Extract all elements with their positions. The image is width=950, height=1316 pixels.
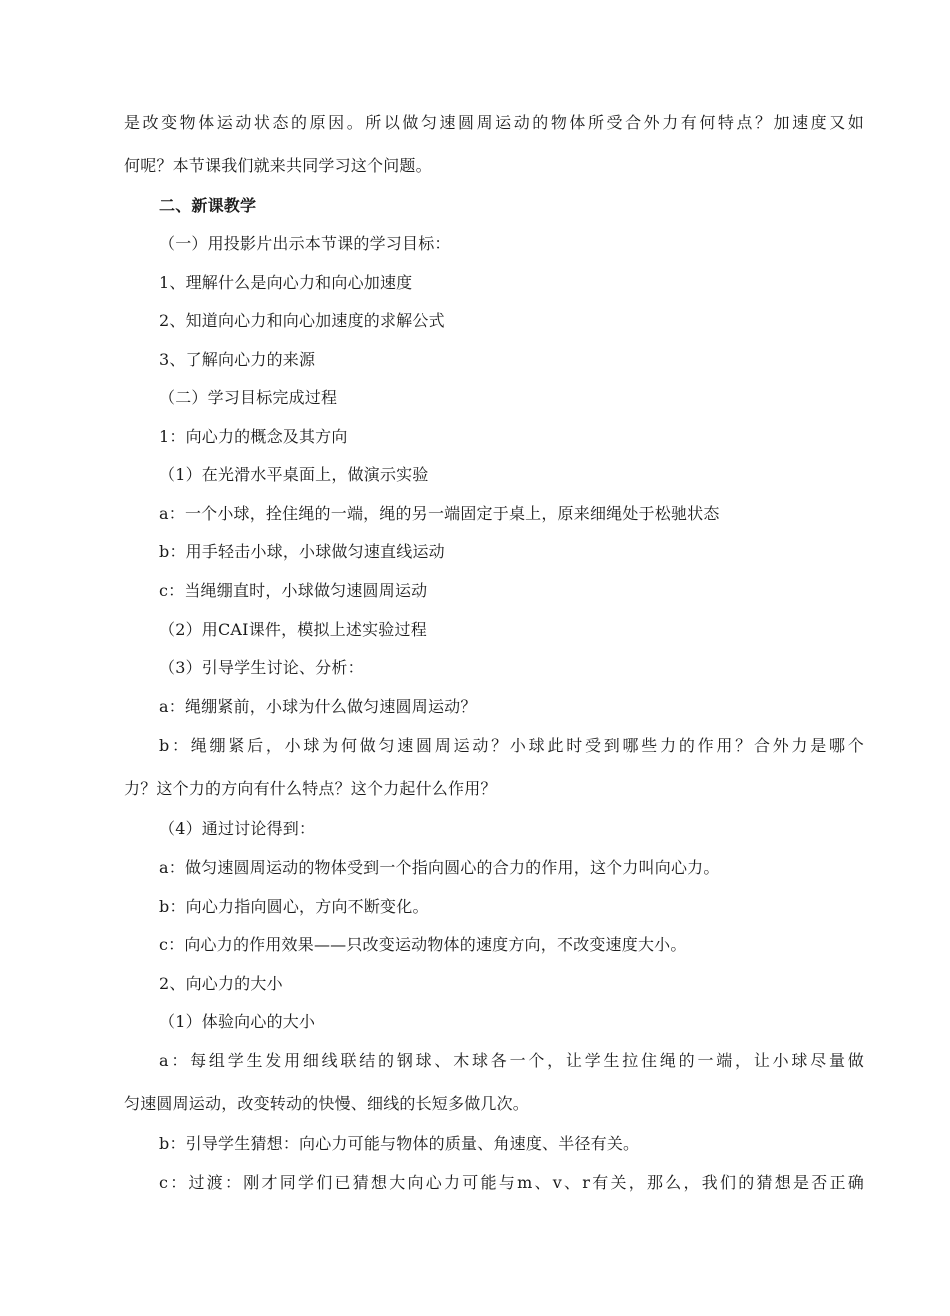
paragraph-line: （1）体验向心的大小 — [159, 1012, 316, 1031]
paragraph-line: （2）用CAI课件，模拟上述实验过程 — [159, 620, 427, 639]
paragraph-line: 1：向心力的概念及其方向 — [159, 427, 348, 446]
paragraph-line: （3）引导学生讨论、分析： — [159, 658, 364, 677]
paragraph-line: （4）通过讨论得到： — [159, 819, 316, 838]
paragraph-line: a：做匀速圆周运动的物体受到一个指向圆心的合力的作用，这个力叫向心力。 — [159, 858, 720, 877]
paragraph-line: （二）学习目标完成过程 — [159, 388, 338, 407]
section-heading: 二、新课教学 — [159, 196, 257, 215]
paragraph-line: c：过渡：刚才同学们已猜想大向心力可能与m、v、r有关，那么，我们的猜想是否正确 — [159, 1173, 864, 1192]
list-item: 1、理解什么是向心力和向心加速度 — [159, 273, 413, 292]
paragraph-line: 匀速圆周运动，改变转动的快慢、细线的长短多做几次。 — [124, 1094, 530, 1113]
paragraph-line: b：引导学生猜想：向心力可能与物体的质量、角速度、半径有关。 — [159, 1134, 640, 1153]
paragraph-line: （一）用投影片出示本节课的学习目标： — [159, 234, 451, 253]
paragraph-line: a：绳绷紧前，小球为什么做匀速圆周运动？ — [159, 697, 477, 716]
paragraph-line: c：当绳绷直时，小球做匀速圆周运动 — [159, 581, 428, 600]
paragraph-line: b：用手轻击小球，小球做匀速直线运动 — [159, 542, 445, 561]
paragraph-line: b：向心力指向圆心，方向不断变化。 — [159, 897, 429, 916]
paragraph-line: 何呢？本节课我们就来共同学习这个问题。 — [124, 156, 432, 175]
paragraph-line: 2、向心力的大小 — [159, 974, 283, 993]
paragraph-line: a：一个小球，拴住绳的一端，绳的另一端固定于桌上，原来细绳处于松驰状态 — [159, 504, 720, 523]
paragraph-line: b：绳绷紧后，小球为何做匀速圆周运动？小球此时受到哪些力的作用？合外力是哪个 — [159, 736, 864, 755]
paragraph-line: a：每组学生发用细线联结的钢球、木球各一个，让学生拉住绳的一端，让小球尽量做 — [159, 1051, 864, 1070]
list-item: 3、了解向心力的来源 — [159, 350, 316, 369]
paragraph-line: 是改变物体运动状态的原因。所以做匀速圆周运动的物体所受合外力有何特点？加速度又如 — [124, 113, 864, 132]
paragraph-line: c：向心力的作用效果——只改变运动物体的速度方向，不改变速度大小。 — [159, 935, 687, 954]
paragraph-line: 力？这个力的方向有什么特点？这个力起什么作用？ — [124, 779, 497, 798]
paragraph-line: （1）在光滑水平桌面上，做演示实验 — [159, 465, 429, 484]
list-item: 2、知道向心力和向心加速度的求解公式 — [159, 311, 445, 330]
